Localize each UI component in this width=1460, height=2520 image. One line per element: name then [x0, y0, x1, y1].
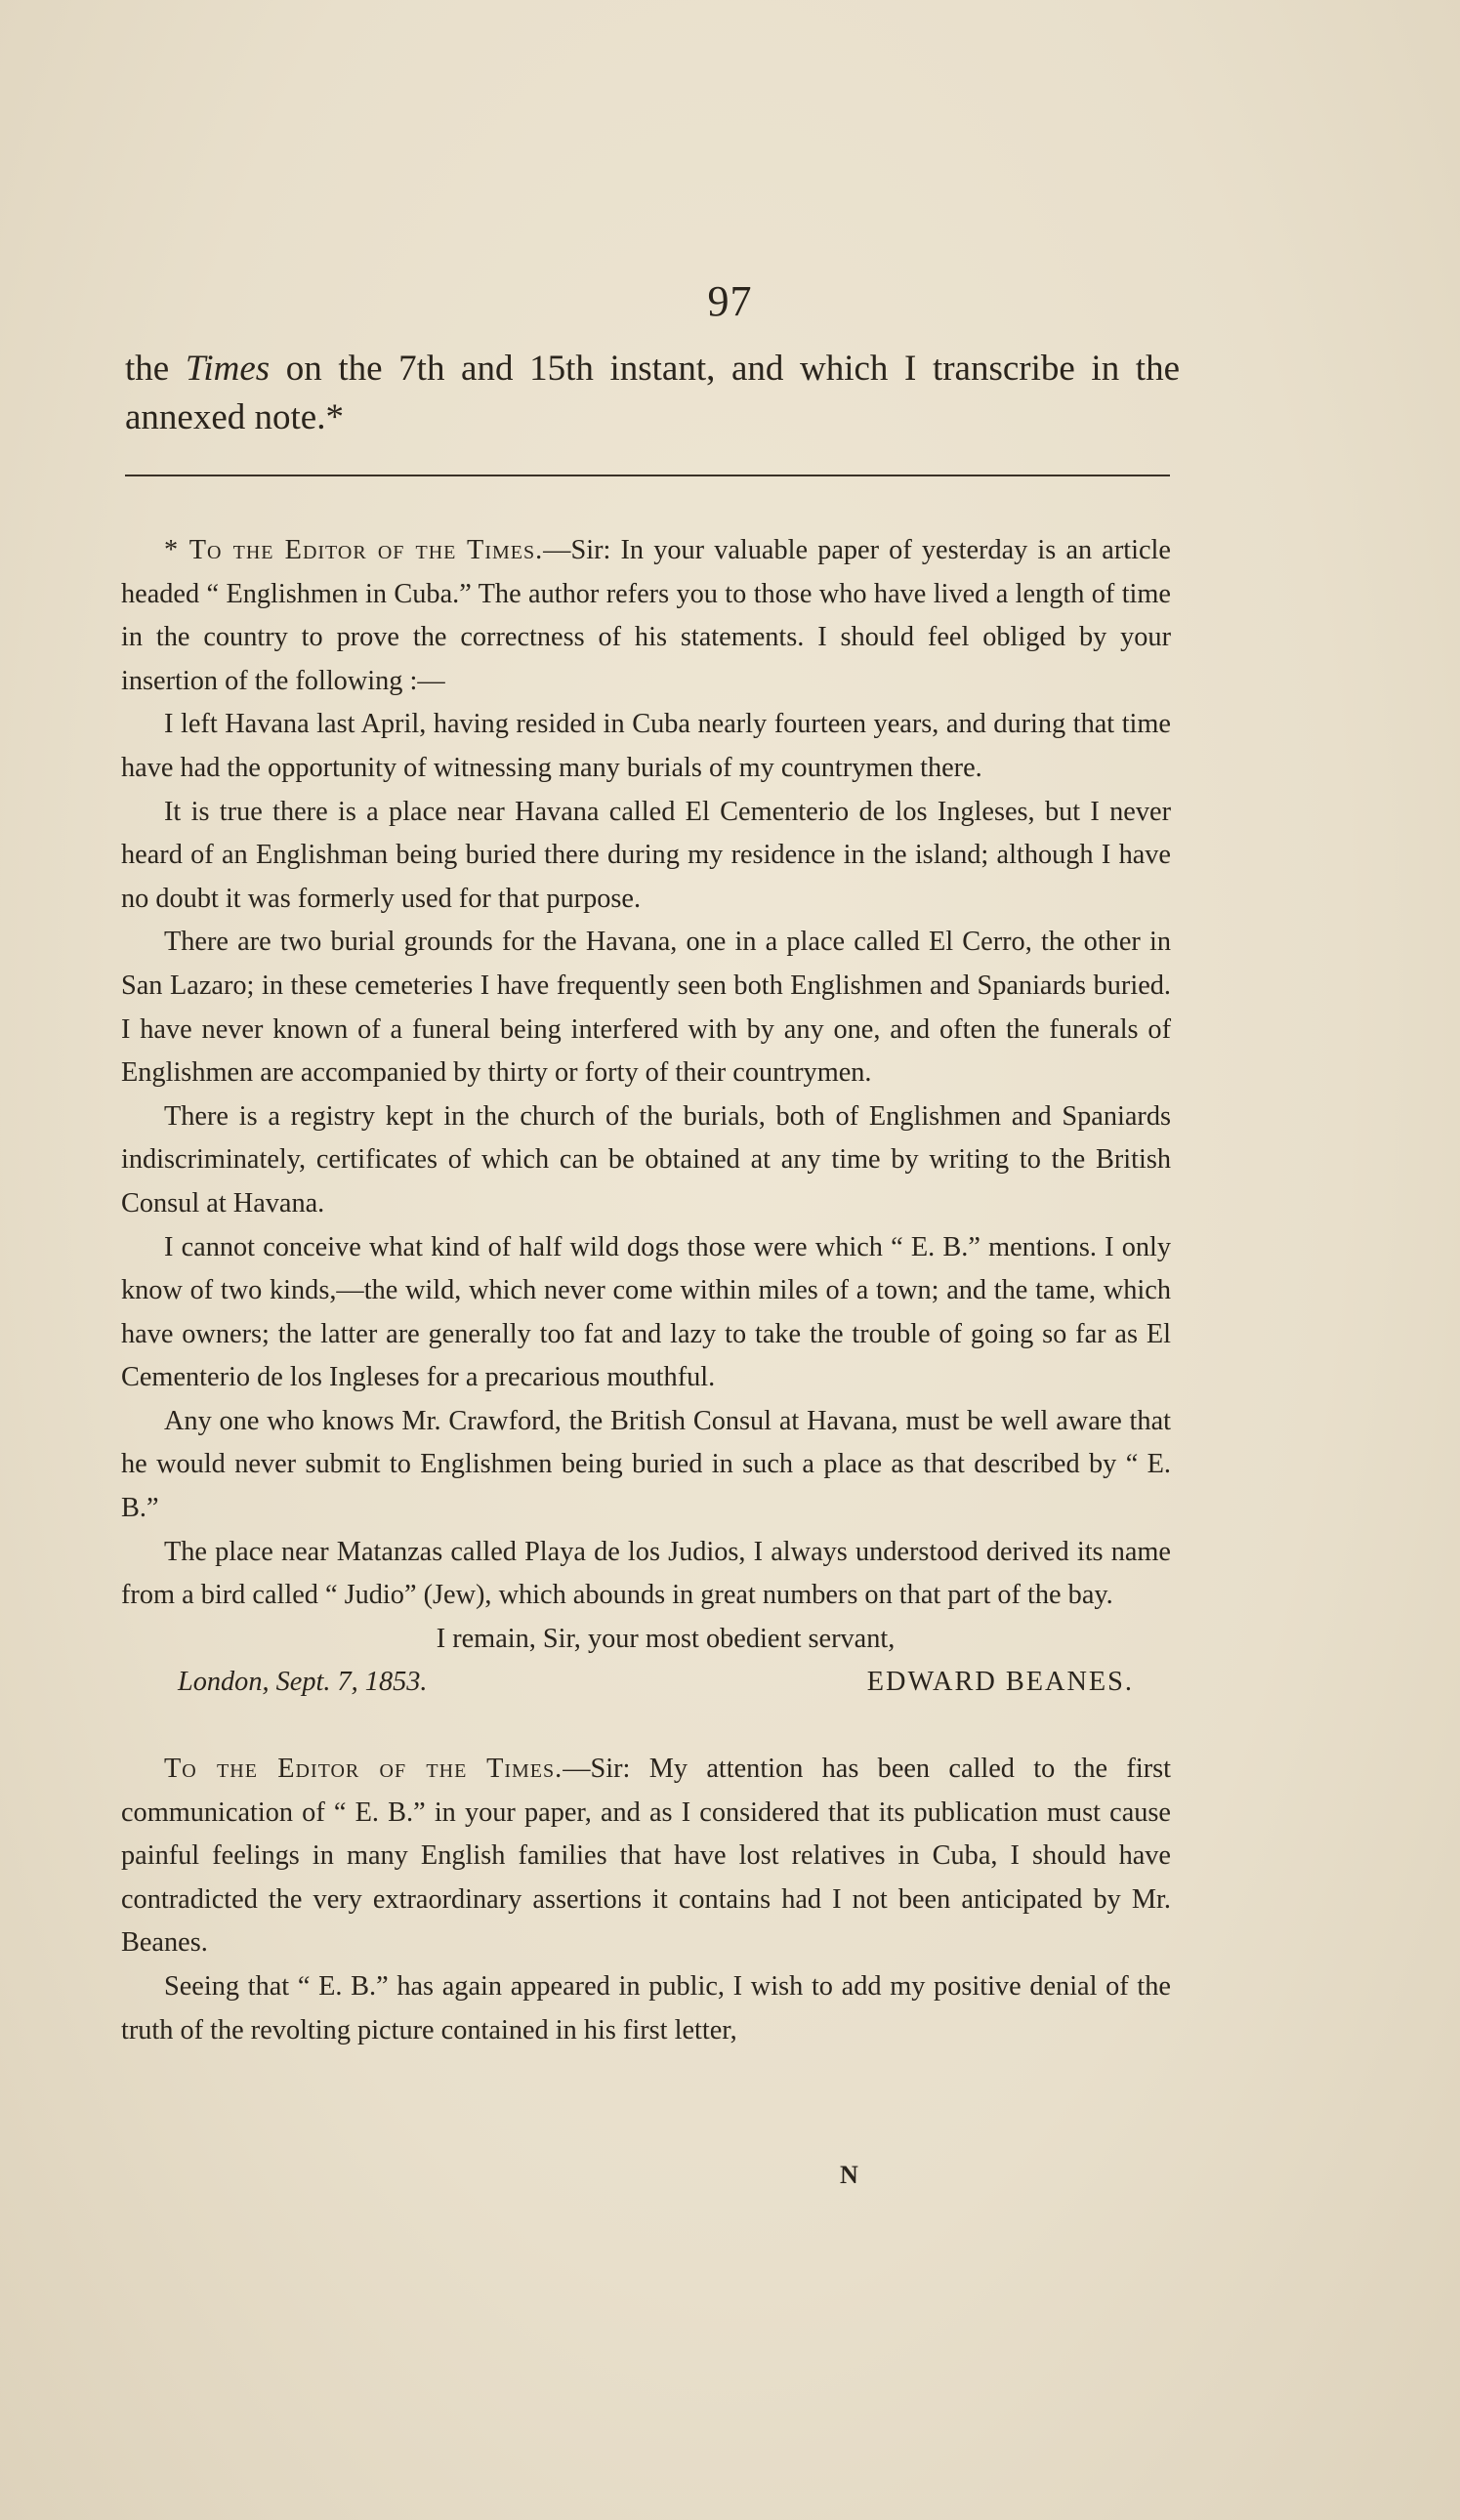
signature-mark: N — [840, 2161, 859, 2189]
letter1-paragraph-6: I cannot conceive what kind of half wild dogs those were which “ E. B.” mentions. I only know of two kinds,—the wild, which never come within miles of a town; and the tame, which have owners; the latter are generally too fat and lazy to take the trouble of going so far as El Cementerio de los Ingleses for a precarious mouthful. — [121, 1231, 1171, 1393]
letter-gap — [121, 1705, 1171, 1748]
letter1-closing: I remain, Sir, your most obedient servant, — [436, 1623, 896, 1654]
letter1-place-date: London, Sept. 7, 1853. — [178, 1667, 428, 1698]
letter1-signature: EDWARD BEANES. — [866, 1667, 1134, 1698]
intro-before: the — [125, 349, 186, 389]
letter1-salutation: * To the Editor of the Times. — [164, 535, 544, 565]
letter1-signature-line — [121, 1661, 1171, 1705]
letter2-salutation: To the Editor of the Times. — [164, 1754, 563, 1785]
page-number: 97 — [707, 277, 753, 325]
intro-text — [125, 345, 1180, 442]
letter1-paragraph-5: There is a registry kept in the church of the burials, both of Englishmen and Spaniards indiscriminately, certificates of which can be obtained at any time by writing to the British Consul at Havana. — [121, 1100, 1171, 1219]
letter1-paragraph-4: There are two burial grounds for the Havana, one in a place called El Cerro, the other in San Lazaro; in these cemeteries I have frequently seen both Englishmen and Spaniards buried. I have never known of a funeral being interfered with by any one, and often the funerals of Englishmen are accompanied by thirty or forty of their countrymen. — [121, 927, 1171, 1089]
letter2-p1: —Sir: My attention has been called to the first communication of “ E. B.” in your paper, and as I considered that its publication must cause painful feelings in many English families that have lost relatives in Cuba, I should have contradicted the very extraordinary assertions it contains had I not been anticipated by Mr. Beanes. — [121, 1754, 1172, 1959]
intro-italic: Times — [185, 349, 271, 389]
letter2-paragraph-2: Seeing that “ E. B.” has again appeared in public, I wish to add my positive denial of the truth of the revolting picture contained in his first letter, — [121, 1971, 1171, 2045]
letter1-paragraph-2: I left Havana last April, having resided in Cuba nearly fourteen years, and during that time have had the opportunity of witnessing many burials of my countrymen there. — [121, 709, 1171, 783]
letter1-paragraph-3: It is true there is a place near Havana called El Cementerio de los Ingleses, but I never heard of an Englishman being buried there during my residence in the island; although I have no doubt it was formerly used for that purpose. — [121, 796, 1171, 914]
letter1-p1: —Sir: In your valuable paper of yesterday is an article headed “ Englishmen in Cuba.” The author refers you to those who have lived a length of time in the country to prove the correctness of his statements. I should feel obliged by your insertion of the following :— — [121, 535, 1171, 696]
footnote-divider — [125, 475, 1170, 476]
footnote — [121, 529, 1171, 2052]
letter1-paragraph-1 — [121, 529, 1171, 703]
letter2-paragraph-1 — [121, 1748, 1171, 1965]
intro-after: on the 7th and 15th instant, and which I transcribe in the annexed note.* — [125, 349, 1180, 437]
letter1-paragraph-7: Any one who knows Mr. Crawford, the British Consul at Havana, must be well aware that he would never submit to Englishmen being buried in such a place as that described by “ E. B.” — [121, 1405, 1171, 1524]
letter1-paragraph-8: The place near Matanzas called Playa de los Judios, I always understood derived its name from a bird called “ Judio” (Jew), which abounds in great numbers on that part of the bay. — [121, 1536, 1171, 1611]
